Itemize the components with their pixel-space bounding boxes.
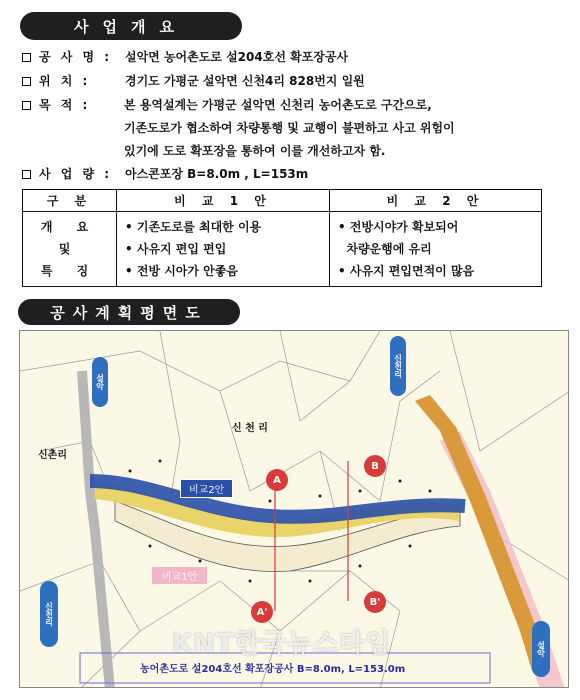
location-row <box>22 71 365 91</box>
marker-b-prime: B' <box>364 591 386 613</box>
square-bullet-icon <box>22 101 31 110</box>
header-category: 구 분 <box>23 190 117 212</box>
purpose-label: 목 적 : <box>39 98 91 112</box>
left-road <box>82 371 110 688</box>
table-row <box>23 212 542 287</box>
road-sign-top-right: 신천리 <box>390 336 406 396</box>
purpose-row <box>22 95 125 115</box>
purpose-line-2: 기존도로가 협소하여 차량통행 및 교행이 불편하고 사고 위험이 <box>124 121 455 135</box>
village-label-left: 신촌리 <box>38 450 67 461</box>
row-label <box>23 212 117 287</box>
purpose-line-1: 본 용역설계는 가평군 설악면 신천리 농어촌도로 구간으로, <box>124 98 432 112</box>
square-bullet-icon <box>22 77 31 86</box>
row-label-line: 개 요 <box>40 220 99 234</box>
map-caption: 농어촌도로 설204호선 확포장공사 B=8.0m, L=153.0m <box>140 664 406 675</box>
quantity-row <box>22 164 308 184</box>
option1-item: • 전방 시아가 안좋음 <box>125 264 238 278</box>
comparison-table <box>22 189 542 287</box>
option2-cell <box>330 212 542 287</box>
watermark-text: KNT한국뉴스타임 <box>172 629 392 659</box>
option1-item: • 사유지 편입 편입 <box>125 242 227 256</box>
project-name-label: 공 사 명 : <box>39 50 113 64</box>
project-name-row <box>22 47 348 67</box>
road-sign-bottom-right: 설악 <box>532 621 550 677</box>
location-label: 위 치 : <box>39 74 91 88</box>
option2-item: 차량운행에 유리 <box>338 242 432 256</box>
option2-item: • 전방시야가 확보되어 <box>338 220 459 234</box>
header-option1: 비 교 1 안 <box>117 190 330 212</box>
section-title-overview: 사업개요 <box>20 12 242 40</box>
option2-item: • 사유지 편입면적이 많음 <box>338 264 475 278</box>
square-bullet-icon <box>22 53 31 62</box>
road-sign-top-left: 설악 <box>92 357 108 407</box>
table-header-row <box>23 190 542 212</box>
right-road-orange <box>415 395 548 671</box>
road-sign-bottom-left: 신천리 <box>40 581 58 647</box>
location-value: 경기도 가평군 설악면 신천4리 828번지 일원 <box>125 74 365 88</box>
marker-a-prime: A' <box>251 601 273 623</box>
option1-item: • 기존도로를 최대한 이용 <box>125 220 262 234</box>
quantity-label: 사 업 량 : <box>39 167 113 181</box>
row-label-line: 및 <box>58 242 81 256</box>
village-label-center: 신 천 리 <box>232 423 268 434</box>
quantity-value: 아스콘포장 B=8.0m , L=153m <box>125 167 309 181</box>
project-name-value: 설악면 농어촌도로 설204호선 확포장공사 <box>125 50 349 64</box>
plan2-label: 비교2안 <box>180 479 233 498</box>
option1-cell <box>117 212 330 287</box>
purpose-line-3: 있기에 도로 확포장을 통하여 이를 개선하고자 함. <box>124 144 386 158</box>
header-option2: 비 교 2 안 <box>330 190 542 212</box>
row-label-line: 특 징 <box>40 264 99 278</box>
square-bullet-icon <box>22 170 31 179</box>
marker-a: A <box>266 469 288 491</box>
section-title-plan: 공사계획평면도 <box>18 299 240 325</box>
plan1-label: 비교1안 <box>152 567 207 584</box>
marker-b: B <box>364 455 386 477</box>
